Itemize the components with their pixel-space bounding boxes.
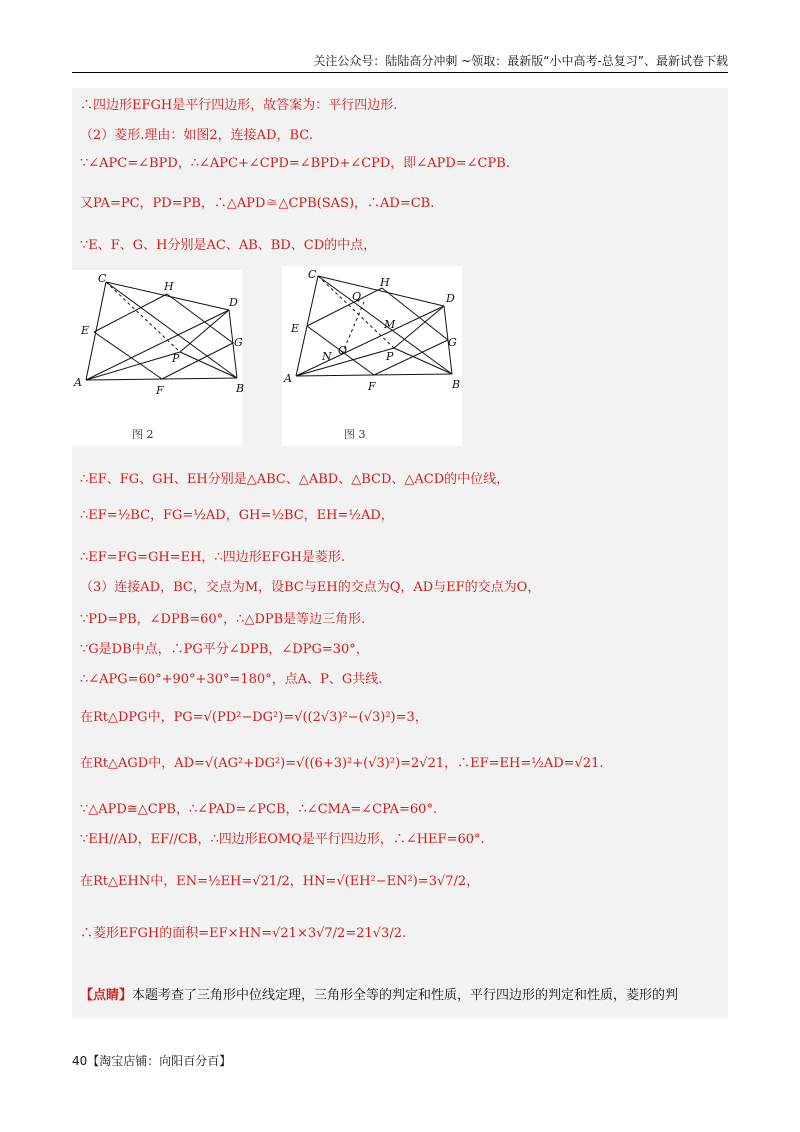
fig3-label-n: N <box>322 350 332 363</box>
figure-2 <box>72 270 245 446</box>
solution-line-8: ∴EF=FG=GH=EH，∴四边形EFGH是菱形. <box>80 550 346 565</box>
solution-line-2: （2）菱形.理由：如图2，连接AD，BC. <box>80 128 313 143</box>
solution-line-9: （3）连接AD，BC，交点为M，设BC与EH的交点为Q，AD与EF的交点为O， <box>80 580 541 595</box>
fig3-label-e: E <box>291 322 300 335</box>
remark <box>80 986 720 1006</box>
fig3-label-a: A <box>284 372 292 385</box>
fig2-label-a: A <box>74 376 82 389</box>
figure-2-diagram <box>72 270 245 446</box>
fig3-label-m: M <box>384 318 396 331</box>
fig3-label-q: Q <box>352 290 362 303</box>
solution-line-12: ∴∠APG=60°+90°+30°=180°，点A、P、G共线. <box>80 672 383 687</box>
solution-line-16: ∵EH//AD，EF//CB，∴四边形EOMQ是平行四边形，∴∠HEF=60°. <box>80 832 485 847</box>
solution-line-14: 在Rt△AGD中，AD=√(AG²+DG²)=√((6+3)²+(√3)²)=2√21，∴EF=EH=½AD=√21. <box>80 756 604 771</box>
solution-line-18: ∴菱形EFGH的面积=EF×HN=√21×3√7/2=21√3/2. <box>80 926 407 941</box>
solution-line-10: ∵PD=PB，∠DPB=60°，∴△DPB是等边三角形. <box>80 612 366 627</box>
fig2-label-g: G <box>234 336 243 349</box>
fig2-label-e: E <box>81 324 90 337</box>
remark-tag: 【点睛】 <box>80 988 133 1003</box>
figure-3-caption: 图 3 <box>344 428 366 441</box>
header-rule <box>72 72 728 73</box>
fig3-label-c: C <box>308 268 317 281</box>
fig2-label-h: H <box>164 280 174 293</box>
fig2-label-p: P <box>172 352 180 365</box>
solution-line-1: ∴四边形EFGH是平行四边形，故答案为：平行四边形. <box>80 98 398 113</box>
fig3-label-h: H <box>380 276 390 289</box>
fig3-label-g: G <box>448 336 457 349</box>
solution-line-11: ∵G是DB中点，∴PG平分∠DPB，∠DPG=30°， <box>80 642 369 657</box>
solution-line-5: ∵E、F、G、H分别是AC、AB、BD、CD的中点， <box>80 238 377 253</box>
fig2-label-c: C <box>98 272 107 285</box>
fig3-label-o: O <box>338 344 348 357</box>
solution-line-13: 在Rt△DPG中，PG=√(PD²−DG²)=√((2√3)²−(√3)²)=3， <box>80 710 428 725</box>
solution-line-3: ∵∠APC=∠BPD，∴∠APC+∠CPD=∠BPD+∠CPD，即∠APD=∠CPB. <box>80 156 510 171</box>
remark-text: 本题考查了三角形中位线定理，三角形全等的判定和性质，平行四边形的判定和性质，菱形的判 <box>132 988 679 1003</box>
fig3-label-d: D <box>446 292 455 305</box>
figure-2-caption: 图 2 <box>132 428 154 441</box>
fig2-label-d: D <box>229 296 238 309</box>
solution-line-17: 在Rt△EHN中，EN=½EH=√21/2，HN=√(EH²−EN²)=3√7/2， <box>80 874 480 889</box>
solution-content <box>72 88 728 1018</box>
solution-line-7: ∴EF=½BC，FG=½AD，GH=½BC，EH=½AD， <box>80 508 394 523</box>
fig3-label-p: P <box>386 350 394 363</box>
solution-line-6: ∴EF、FG、GH、EH分别是△ABC、△ABD、△BCD、△ACD的中位线， <box>80 472 510 487</box>
page-header: 关注公众号：陆陆高分冲刺 ~领取：最新版“小中高考-总复习”、最新试卷下载 <box>313 54 728 68</box>
fig2-label-b: B <box>236 382 245 395</box>
fig3-label-f: F <box>368 380 376 393</box>
fig2-label-f: F <box>156 384 164 397</box>
solution-line-4: 又PA=PC，PD=PB，∴△APD≅△CPB(SAS)，∴AD=CB. <box>80 196 435 211</box>
solution-line-15: ∵△APD≅△CPB，∴∠PAD=∠PCB，∴∠CMA=∠CPA=60°. <box>80 802 438 817</box>
fig3-label-b: B <box>452 378 461 391</box>
figure-3 <box>282 266 462 446</box>
figure-3-diagram <box>282 266 462 446</box>
page-footer: 40【淘宝店铺：向阳百分百】 <box>72 1054 232 1068</box>
